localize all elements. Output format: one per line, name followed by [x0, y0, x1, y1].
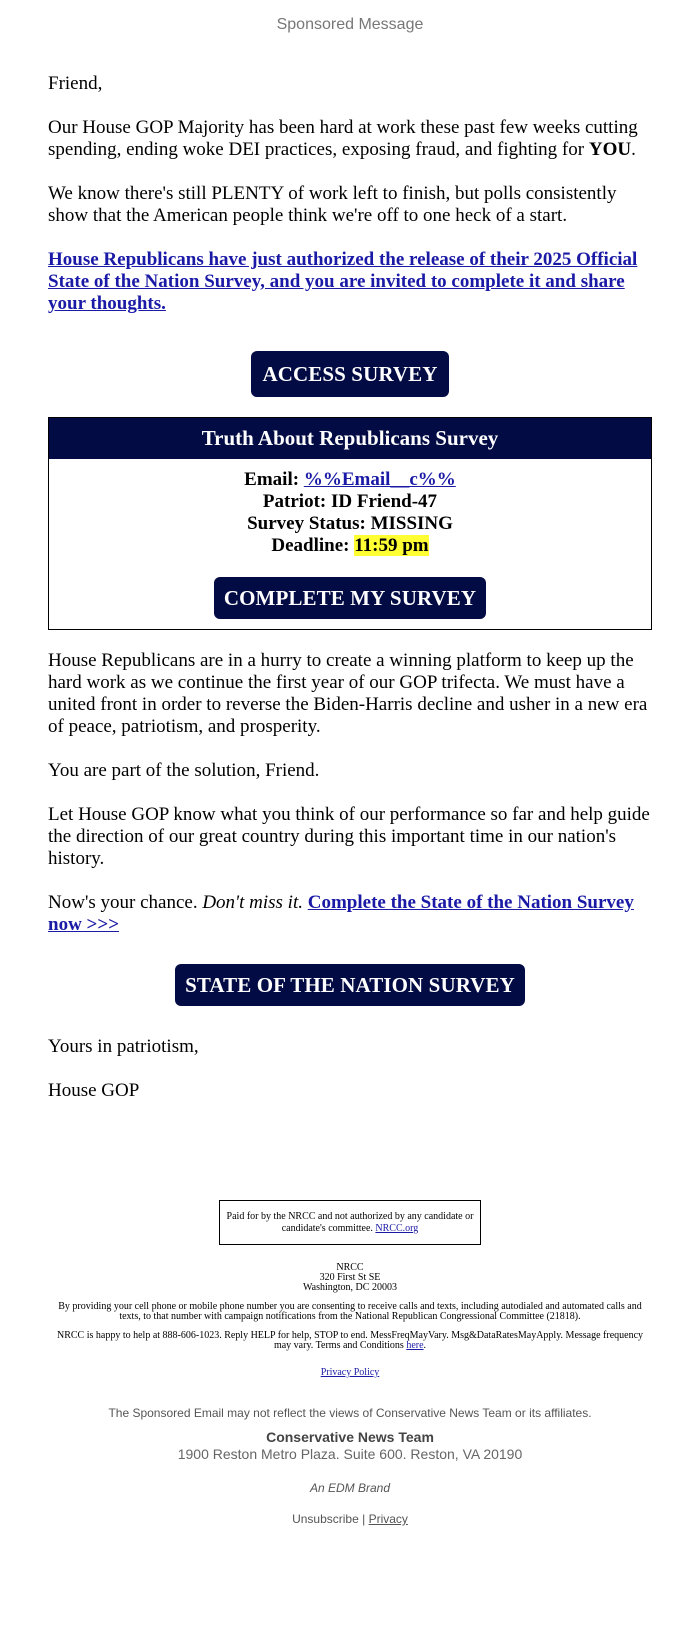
sponsored-disclaimer: The Sponsored Email may not reflect the views of Conservative News Team or its affiliates.	[108, 1406, 592, 1420]
survey-intro-link[interactable]: House Republicans have just authorized the release of their 2025 Official State of the Nation Survey, and you are invited to complete it and share your thoughts.	[48, 249, 638, 314]
access-survey-button[interactable]: ACCESS SURVEY	[251, 351, 448, 397]
privacy-link[interactable]: Privacy	[368, 1512, 408, 1526]
state-of-the-nation-survey-button[interactable]: STATE OF THE NATION SURVEY	[175, 964, 525, 1006]
edm-brand: An EDM Brand	[309, 1481, 391, 1495]
signoff: Yours in patriotism,	[48, 1036, 199, 1057]
email-body	[48, 40, 652, 1102]
publisher-address: 1900 Reston Metro Plaza. Suite 600. Reston, VA 20190	[177, 1446, 523, 1462]
paragraph-6: Now's your chance. Don't miss it. Complete the State of the Nation Survey now >>>	[48, 892, 634, 935]
deadline-line: Deadline: 11:59 pm	[271, 535, 429, 556]
terms-here-link[interactable]: here	[406, 1340, 424, 1351]
signature: House GOP	[48, 1080, 140, 1101]
consent-text: By providing your cell phone or mobile phone number you are consenting to receive calls and texts, including autodialed and automated calls and texts, to that number with campaign notifications from the National Republican Congressional Committee (21818).	[58, 1301, 642, 1322]
complete-survey-row	[49, 577, 651, 619]
paragraph-2: We know there's still PLENTY of work left to finish, but polls consistently show that the American people think we're off to one heck of a start.	[48, 183, 617, 226]
unsubscribe-row	[0, 1512, 700, 1526]
sponsored-message-label: Sponsored Message	[276, 16, 424, 33]
privacy-policy-link[interactable]: Privacy Policy	[320, 1367, 380, 1378]
nation-survey-row	[48, 964, 652, 1006]
footer-separator: |	[362, 1512, 366, 1526]
nrcc-org-link[interactable]: NRCC.org	[375, 1223, 419, 1234]
deadline-value: 11:59 pm	[354, 535, 429, 556]
paragraph-3: House Republicans are in a hurry to create a winning platform to keep up the hard work as we continue the first year of our GOP trifecta. We must have a united front in order to reverse the Biden-Harris decline and usher in a new era of peace, patriotism, and prosperity.	[48, 650, 648, 737]
paragraph-intro-link	[48, 249, 652, 315]
help-text: NRCC is happy to help at 888-606-1023. Reply HELP for help, STOP to end. MessFreqMayVary. Msg&DataRatesMayApply. Message frequency may vary. Terms and Conditions here.	[56, 1330, 644, 1351]
access-survey-row	[48, 351, 652, 397]
survey-box-details	[49, 459, 651, 629]
paragraph-4: You are part of the solution, Friend.	[48, 760, 320, 781]
complete-my-survey-button[interactable]: COMPLETE MY SURVEY	[214, 577, 486, 619]
dont-miss-it: Don't miss it.	[202, 892, 303, 913]
privacy-policy-row	[55, 1368, 645, 1378]
survey-box-title: Truth About Republicans Survey	[49, 418, 651, 459]
unsubscribe-link[interactable]: Unsubscribe	[292, 1512, 359, 1526]
paragraph-5: Let House GOP know what you think of our performance so far and help guide the direction of our great country during this important time in our nation's history.	[48, 804, 650, 869]
paid-for-disclaimer: Paid for by the NRCC and not authorized by any candidate or candidate's committee. NRCC.org	[219, 1200, 481, 1245]
patriot-id-line: Patriot: ID Friend-47	[262, 491, 438, 512]
email-line: Email: %%Email__c%%	[244, 469, 456, 490]
survey-box	[48, 417, 652, 630]
publisher-name: Conservative News Team	[266, 1429, 434, 1445]
emphasis-you: YOU	[588, 139, 632, 160]
email-value-link[interactable]: %%Email__c%%	[303, 469, 456, 490]
nrcc-address: NRCC 320 First St SE Washington, DC 20003	[303, 1262, 397, 1293]
greeting: Friend,	[48, 73, 103, 94]
paragraph-1: Our House GOP Majority has been hard at work these past few weeks cutting spending, ending woke DEI practices, exposing fraud, and fighting for YOU.	[48, 117, 638, 160]
survey-status-line: Survey Status: MISSING	[247, 513, 453, 534]
complete-survey-now-link[interactable]: Complete the State of the Nation Survey now >>>	[48, 892, 634, 935]
